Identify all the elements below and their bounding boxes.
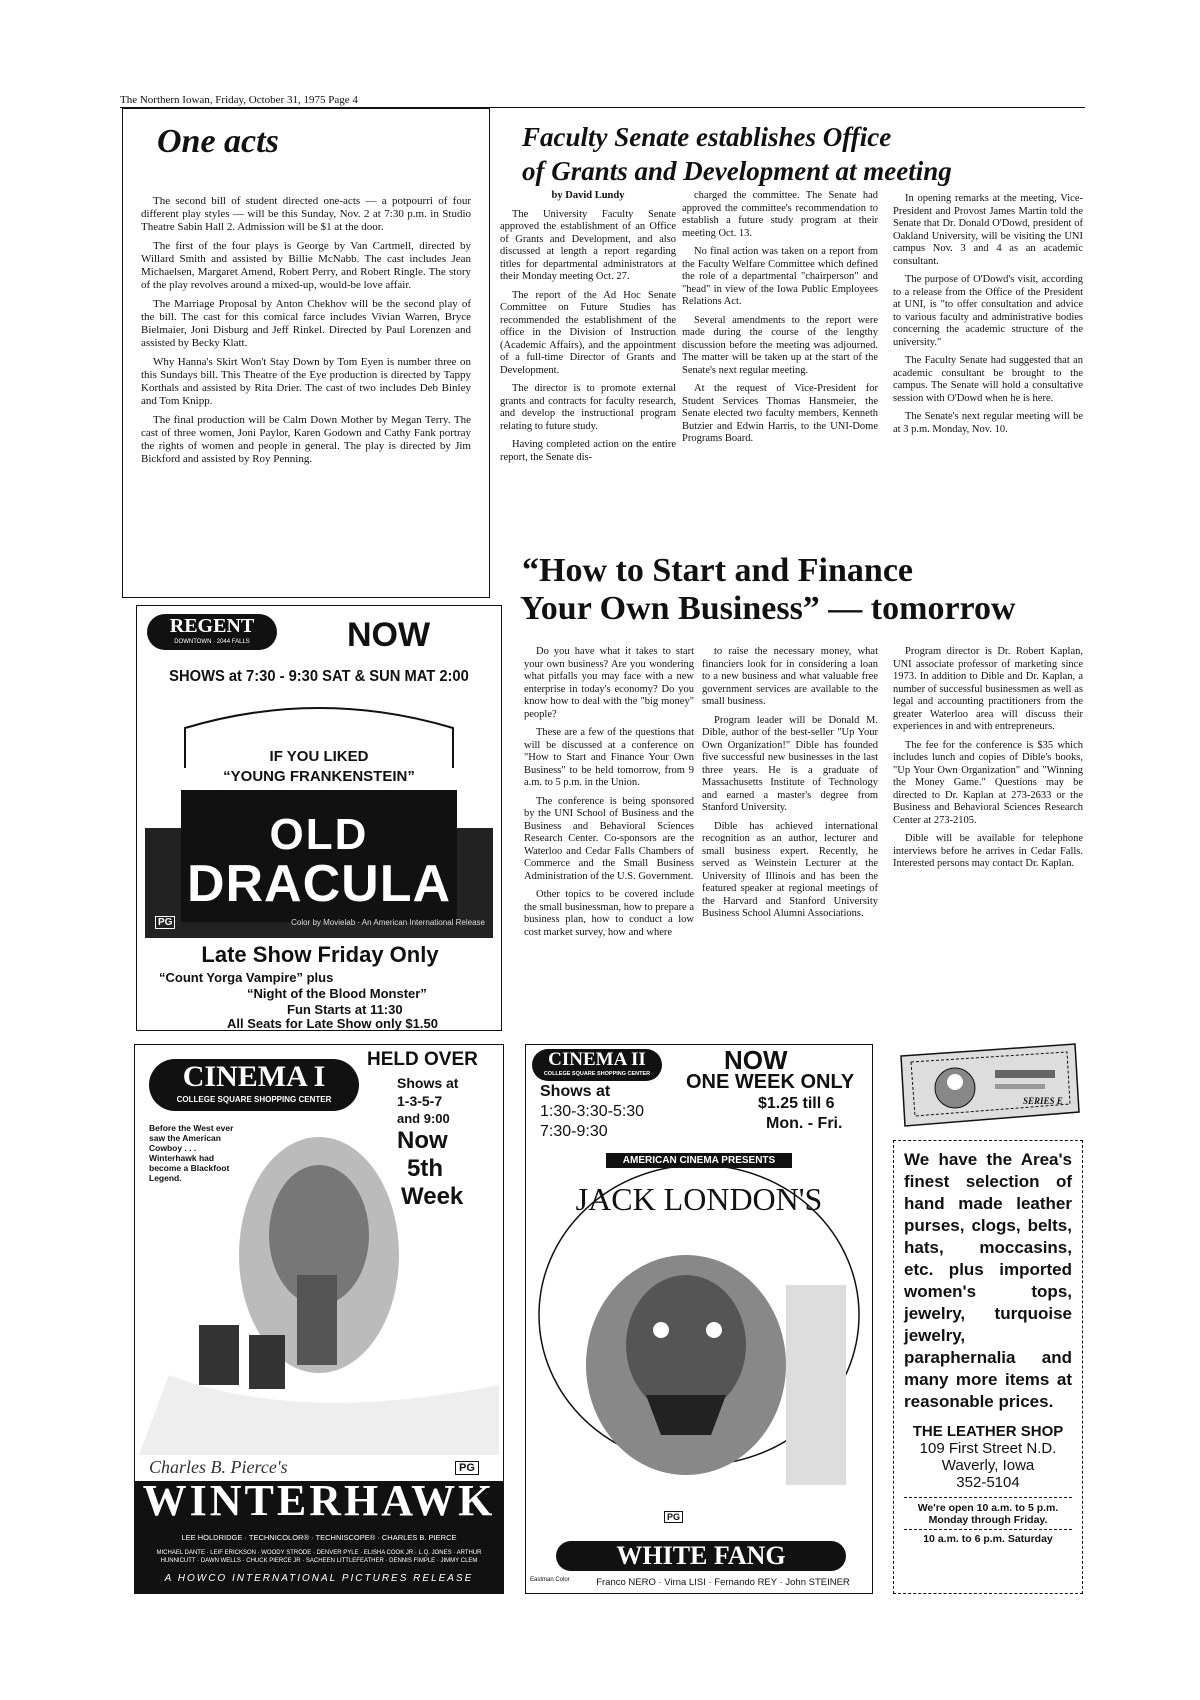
regent-sub: DOWNTOWN · 2044 FALLS bbox=[174, 639, 250, 645]
white-fang-cast: Franco NERO · Virna LISI · Fernando REY · John STEINER bbox=[596, 1577, 850, 1588]
leather-hours-3: 10 a.m. to 6 p.m. Saturday bbox=[904, 1529, 1072, 1545]
cinema-one-shows-1: Shows at bbox=[397, 1075, 459, 1091]
leather-name: THE LEATHER SHOP bbox=[912, 1423, 1064, 1440]
senate-col-2 bbox=[682, 190, 878, 452]
biz-c1-p4: Other topics to be covered include the small businessman, how to prepare a business plan, how to conduct a low cost market survey, how and where bbox=[524, 889, 694, 938]
winterhawk-credits-2: MICHAEL DANTE · LEIF ERICKSON · WOODY STRODE · DENVER PYLE · ELISHA COOK JR · L.Q. JONES · ARTHUR HUNNICUTT · DAWN WELLS · CHUCK PIERCE JR · SACHEEN LITTLEFEATHER · DENNIS FIMPLE · JIMMY CLEM bbox=[156, 1550, 482, 1564]
one-acts-para-4: Why Hanna's Skirt Won't Stay Down by Tom Eyen is number three on this Sundays bill. This Theatre of the Eye production is directed by Tappy Korthals and assisted by Rita Drier. The cast of two includes Deb Binley and Tom Knipp. bbox=[141, 356, 471, 407]
white-fang-poster bbox=[536, 1145, 862, 1545]
dollar-bill-icon bbox=[895, 1042, 1083, 1128]
one-acts-article bbox=[122, 108, 490, 598]
held-over: HELD OVER bbox=[367, 1049, 478, 1070]
senate-byline: by David Lundy bbox=[551, 190, 625, 201]
cinema-one-sub: COLLEGE SQUARE SHOPPING CENTER bbox=[176, 1095, 332, 1104]
cinema-two-now: NOW bbox=[724, 1045, 788, 1075]
late-show-heading: Late Show Friday Only bbox=[201, 942, 439, 967]
senate-c1-p1: The University Faculty Senate approved the establishment of an Office of Grants and Development, and also discussed at length a report regarding titles for departmental administrators at their Monday meeting Oct. 27. bbox=[500, 208, 676, 282]
late-line-2: “Night of the Blood Monster” bbox=[247, 986, 427, 1001]
white-fang-title: WHITE FANG bbox=[616, 1541, 786, 1570]
senate-c2-p2: No final action was taken on a report from the Faculty Welfare Committee which defined the role of a departmental "chairperson" and "head" in view of the Iowa Public Employees Relations Act. bbox=[682, 246, 878, 307]
winterhawk-tagline: Before the West ever saw the American Cowboy . . . Winterhawk had become a Blackfoot Legend. bbox=[149, 1123, 234, 1183]
one-acts-para-1: The second bill of student directed one-acts — a potpourri of four different play styles — will be this Sunday, Nov. 2 at 7:30 p.m. in Studio Theatre Sabin Hall 2. Admission will be $1 at the door. bbox=[141, 195, 471, 233]
cinema-one-week-2: Week bbox=[401, 1183, 464, 1210]
regent-tag-3: YOU’LL LOVE “OLD DRACULA” bbox=[204, 788, 434, 805]
cinema-one-now: Now bbox=[397, 1127, 448, 1154]
senate-c1-p2: The report of the Ad Hoc Senate Committee on Future Studies has recommended the establishment of the office in the Division of Instruction (Academic Affairs), and the appointment of a full-time Director of Grants and Development. bbox=[500, 289, 676, 376]
regent-logo bbox=[147, 614, 277, 650]
senate-c3-p4: The Senate's next regular meeting will be at 3 p.m. Monday, Nov. 10. bbox=[893, 411, 1083, 435]
biz-c2-p3: Dible has achieved international recognition as an author, lecturer and small business expert. Recently, he served as Weinstein Lecturer at the University of Illinois and has been the featured speaker at regional meetings of the Harvard and Stanford University Business School Alumni Associations. bbox=[702, 820, 878, 919]
leather-phone: 352-5104 bbox=[956, 1474, 1020, 1491]
cinema-one-name: CINEMA I bbox=[182, 1060, 326, 1093]
cinema-one-ad bbox=[134, 1044, 504, 1594]
white-fang-title-banner bbox=[556, 1541, 846, 1571]
leather-shop-ad bbox=[893, 1140, 1083, 1594]
cinema-two-shows-2: 1:30-3:30-5:30 bbox=[540, 1103, 645, 1120]
winterhawk-title: WINTERHAWK bbox=[142, 1476, 496, 1525]
senate-c3-p2: The purpose of O'Dowd's visit, according to a release from the Office of the President at UNI, is "to offer consultation and advice to various faculty and administrative bodies concerning the academic structure of the university." bbox=[893, 274, 1083, 348]
business-col-1 bbox=[524, 646, 694, 945]
senate-c1-p3: The director is to promote external grants and contracts for faculty research, and develop the instructional program relating to future study. bbox=[500, 383, 676, 432]
white-fang-rating: PG bbox=[664, 1511, 683, 1523]
late-line-1: “Count Yorga Vampire” plus bbox=[159, 970, 334, 985]
one-acts-para-5: The final production will be Calm Down Mother by Megan Terry. The cast of three women, Joni Paylor, Karen Godown and Cathy Fank portray the rights of women and people in general. The play is directed by Jim Bickford and assisted by Roy Penning. bbox=[141, 414, 471, 465]
leather-hours-2: Monday through Friday. bbox=[928, 1514, 1048, 1526]
business-headline-line-2: Your Own Business” — tomorrow bbox=[520, 590, 1016, 627]
cinema-one-logo bbox=[149, 1059, 359, 1111]
winterhawk-credits-1: LEE HOLDRIDGE · TECHNICOLOR® · TECHNISCOPE® · CHARLES B. PIERCE bbox=[181, 1533, 457, 1542]
senate-headline bbox=[522, 120, 1082, 188]
money-series-label: SERIES E bbox=[1023, 1096, 1063, 1106]
cinema-one-shows-3: and 9:00 bbox=[397, 1111, 450, 1126]
one-week-only: ONE WEEK ONLY bbox=[686, 1071, 855, 1093]
regent-rating: PG bbox=[155, 916, 175, 929]
winterhawk-art bbox=[139, 1125, 499, 1455]
regent-poster bbox=[145, 698, 493, 938]
one-acts-title: One acts bbox=[157, 123, 279, 160]
cinema-two-sub: COLLEGE SQUARE SHOPPING CENTER bbox=[543, 1071, 651, 1077]
cinema-two-ad bbox=[525, 1044, 873, 1594]
senate-col-1 bbox=[500, 190, 676, 470]
senate-c3-p3: The Faculty Senate had suggested that an academic consultant be brought to the campus. The Senate will hold a consultative session with O'Dowd when he is here. bbox=[893, 355, 1083, 404]
cinema-two-shows-3: 7:30-9:30 bbox=[540, 1123, 608, 1140]
business-col-3 bbox=[893, 646, 1083, 877]
leather-body: We have the Area's finest selection of hand made leather purses, clogs, belts, hats, moccasins, etc. plus imported women's tops, jewelry, turquoise jewelry, paraphernalia and many more items at reasonable prices. bbox=[904, 1150, 1072, 1411]
dracula-title: DRACULA bbox=[186, 855, 452, 913]
senate-c2-p1: charged the committee. The Senate had approved the committee's recommendation to establish a future study program at their meeting Oct. 13. bbox=[682, 190, 878, 239]
biz-c2-p1: to raise the necessary money, what financiers look for in considering a loan to a new business and what valuable free government services are available to the small business. bbox=[702, 646, 878, 707]
senate-c3-p1: In opening remarks at the meeting, Vice-President and Provost James Martin told the Senate that Dr. Donald O'Dowd, president of Oakland University, will be visiting the UNI campus Nov. 3 and 4 as an academic consultant. bbox=[893, 193, 1083, 267]
regent-theater-ad bbox=[136, 605, 502, 1031]
regent-now: NOW bbox=[347, 616, 431, 654]
winterhawk-release: A HOWCO INTERNATIONAL PICTURES RELEASE bbox=[164, 1573, 474, 1584]
biz-c3-p3: Dible will be available for telephone interviews before he arrives in Cedar Falls. Interested persons may contact Dr. Kaplan. bbox=[893, 833, 1083, 869]
biz-c1-p3: The conference is being sponsored by the UNI School of Business and the Business and Behavioral Sciences Research Center. Co-sponsors are the Waterloo and Cedar Falls Chambers of Commerce and the Small Business Administration of the U.S. Government. bbox=[524, 795, 694, 882]
winterhawk-rating: PG bbox=[455, 1461, 479, 1475]
cinema-two-shows-1: Shows at bbox=[540, 1083, 611, 1100]
senate-headline-line-2: of Grants and Development at meeting bbox=[522, 156, 952, 186]
page-folio: The Northern Iowan, Friday, October 31, 1975 Page 4 bbox=[120, 94, 358, 106]
one-acts-para-3: The Marriage Proposal by Anton Chekhov will be the second play of the bill. The cast for this comical farce includes Vivian Warren, Bryce Bielmaier, Joni Disburg and Jeff Rinkel. Directed by Paul Lorenzen and assisted by Becky Klatt. bbox=[141, 298, 471, 349]
one-acts-para-2: The first of the four plays is George by Van Cartmell, directed by Willard Smith and assisted by Billie McNabb. The cast includes Jean Michaelsen, Margaret Amend, Robert Perry, and Robert Ringle. The story of the play revolves around a mixed-up, would-be love affair. bbox=[141, 240, 471, 291]
cinema-one-week-1: 5th bbox=[407, 1155, 443, 1182]
late-line-4: All Seats for Late Show only $1.50 bbox=[227, 1016, 438, 1031]
senate-c2-p3: Several amendments to the report were made during the course of the lengthy discussion before the meeting was adjourned. The matter will be taken up at the start of the Senate's next regular meeting. bbox=[682, 314, 878, 376]
senate-c1-p4: Having completed action on the entire report, the Senate dis- bbox=[500, 439, 676, 463]
one-acts-body bbox=[141, 195, 471, 466]
leather-city: Waverly, Iowa bbox=[941, 1457, 1035, 1474]
cinema-two-logo bbox=[532, 1049, 662, 1081]
leather-address: 109 First Street N.D. bbox=[919, 1440, 1057, 1457]
biz-c1-p2: These are a few of the questions that will be discussed at a conference on "How to Start and Finance Your Own Business" to be held tomorrow, from 9 a.m. to 5 p.m. in the Union. bbox=[524, 727, 694, 788]
regent-tag-1: IF YOU LIKED bbox=[269, 748, 369, 765]
jack-londons: JACK LONDON'S bbox=[575, 1181, 823, 1217]
cinema-one-shows-2: 1-3-5-7 bbox=[397, 1093, 443, 1109]
dollar-bill-illustration bbox=[895, 1042, 1083, 1128]
leather-hours-1: We're open 10 a.m. to 5 p.m. bbox=[904, 1497, 1072, 1514]
regent-credit: Color by Movielab · An American International Release bbox=[291, 918, 485, 927]
senate-headline-line-1: Faculty Senate establishes Office bbox=[522, 122, 892, 152]
winterhawk-presenter: Charles B. Pierce's bbox=[149, 1457, 288, 1477]
regent-shows: SHOWS at 7:30 - 9:30 SAT & SUN MAT 2:00 bbox=[169, 668, 469, 685]
cinema-two-price-1: $1.25 till 6 bbox=[758, 1095, 835, 1112]
regent-tag-2: “YOUNG FRANKENSTEIN” bbox=[223, 768, 415, 785]
biz-c3-p2: The fee for the conference is $35 which includes lunch and copies of Dible's books, "Up Your Own Organization" and "Winning the Money Game." Questions may be directed to Dr. Kaplan at 273-2633 or the Business and Behavioral Sciences Research Center at 273-2105. bbox=[893, 739, 1083, 826]
regent-name: REGENT bbox=[169, 615, 255, 637]
biz-c2-p2: Program leader will be Donald M. Dible, author of the best-seller "Up Your Own Organization!" Dible has founded five successful new businesses in the last three years. He is a graduate of Massachusetts Institute of Technology and earned a master's degree from Stanford University. bbox=[702, 714, 878, 813]
biz-c1-p1: Do you have what it takes to start your own business? Are you wondering what pitfalls you may face with a new enterprise in today's economy? Do you know how to deal with the "big money" people? bbox=[524, 646, 694, 720]
white-fang-color: Eastman Color bbox=[530, 1577, 570, 1583]
business-headline-line-1: “How to Start and Finance bbox=[522, 552, 913, 589]
biz-c3-p1: Program director is Dr. Robert Kaplan, UNI associate professor of marketing since 1973. In addition to Dible and Dr. Kaplan, a number of successful businessmen as well as legal and accounting practitioners from the greater Waterloo area will discuss their experiences in and with entrepreneurs. bbox=[893, 646, 1083, 732]
cinema-two-price-2: Mon. - Fri. bbox=[766, 1115, 843, 1132]
cinema-two-name: CINEMA II bbox=[548, 1049, 646, 1070]
business-col-2 bbox=[702, 646, 878, 927]
old-title: OLD bbox=[269, 810, 369, 859]
american-cinema-presents: AMERICAN CINEMA PRESENTS bbox=[606, 1153, 792, 1168]
senate-col-3 bbox=[893, 193, 1083, 442]
winterhawk-illustration bbox=[139, 1125, 499, 1455]
senate-c2-p4: At the request of Vice-President for Student Services Thomas Hansmeier, the Senate elected two faculty members, Kenneth Butzier and Edwin Harris, to the UNI-Dome Programs Board. bbox=[682, 383, 878, 444]
business-headline bbox=[520, 552, 1080, 628]
late-line-3: Fun Starts at 11:30 bbox=[287, 1002, 403, 1017]
